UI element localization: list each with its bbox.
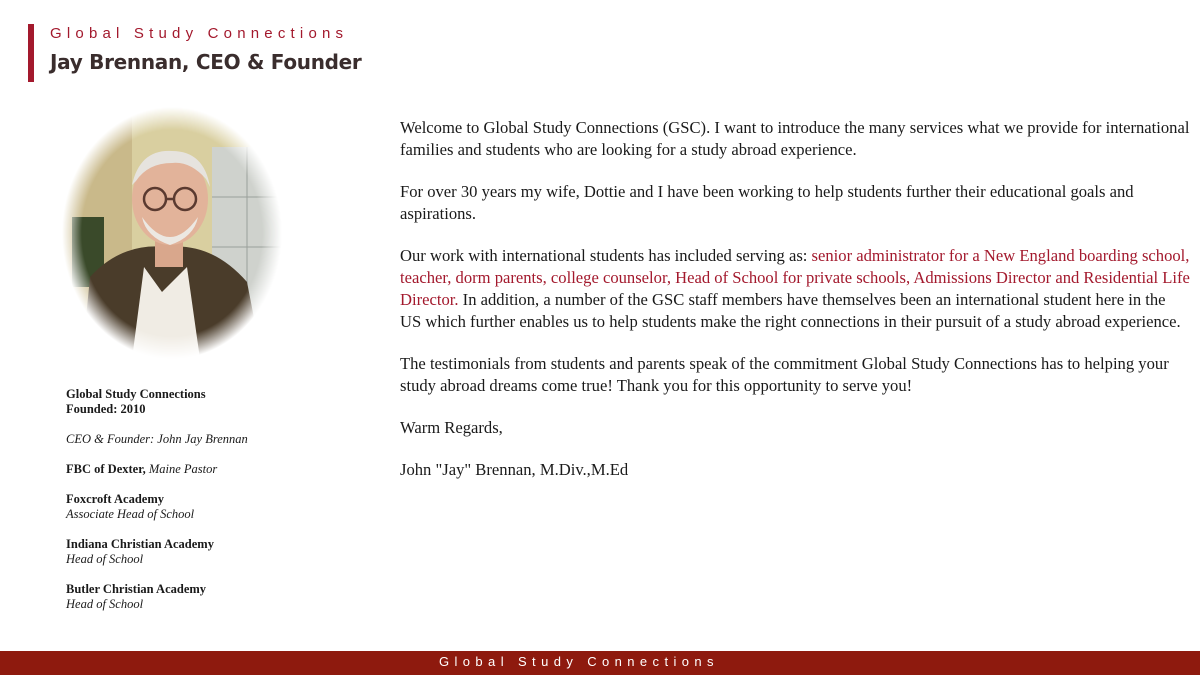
role-org: FBC of Dexter,	[66, 462, 146, 476]
letter-paragraph	[400, 245, 1190, 333]
role-title: Head of School	[66, 552, 144, 566]
role-title: Associate Head of School	[66, 507, 195, 521]
role-item	[66, 582, 356, 612]
brand-name: Global Study Connections	[50, 25, 349, 42]
role-org: Butler Christian Academy	[66, 582, 207, 596]
paragraph-text: In addition, a number of the GSC staff members have themselves been an international student here in the US which further enables us to help students make the right connections in their pursuit of a study abroad experience.	[400, 290, 1181, 331]
role-item	[66, 537, 356, 567]
paragraph-text: Our work with international students has included serving as:	[400, 246, 812, 265]
highlighted-roles: senior administrator for a New England boarding school, teacher, dorm parents, college counselor, Head of School for private schools, Admissions Director and Residential Life Director.	[400, 246, 1190, 309]
role-org: Indiana Christian Academy	[66, 537, 214, 551]
ceo-portrait-photo	[62, 107, 282, 359]
welcome-letter	[400, 117, 1190, 501]
letter-paragraph: For over 30 years my wife, Dottie and I have been working to help students further their educational goals and aspirations.	[400, 182, 1134, 223]
role-title: Head of School	[66, 597, 144, 611]
ceo-line: CEO & Founder: John Jay Brennan	[66, 432, 248, 446]
role-org: Foxcroft Academy	[66, 492, 165, 506]
letter-signature: John "Jay" Brennan, M.Div.,M.Ed	[400, 460, 629, 479]
org-block	[66, 387, 356, 417]
footer-bar	[0, 651, 1200, 675]
letter-paragraph: Welcome to Global Study Connections (GSC). I want to introduce the many services what we provide for international families and students who are looking for a study abroad experience.	[400, 118, 1190, 159]
letter-paragraph: The testimonials from students and parents speak of the commitment Global Study Connections has to helping your study abroad dreams come true! Thank you for this opportunity to serve you!	[400, 354, 1169, 395]
founded-date: Founded: 2010	[66, 402, 146, 416]
bio-sidebar	[66, 387, 356, 627]
org-name: Global Study Connections	[66, 387, 206, 401]
role-item	[66, 492, 356, 522]
letter-closing: Warm Regards,	[400, 418, 503, 437]
footer-brand: Global Study Connections	[439, 654, 719, 669]
role-title: Maine Pastor	[148, 462, 218, 476]
header-accent-bar	[28, 24, 34, 82]
role-item	[66, 462, 356, 477]
page-title: Jay Brennan, CEO & Founder	[50, 50, 362, 74]
